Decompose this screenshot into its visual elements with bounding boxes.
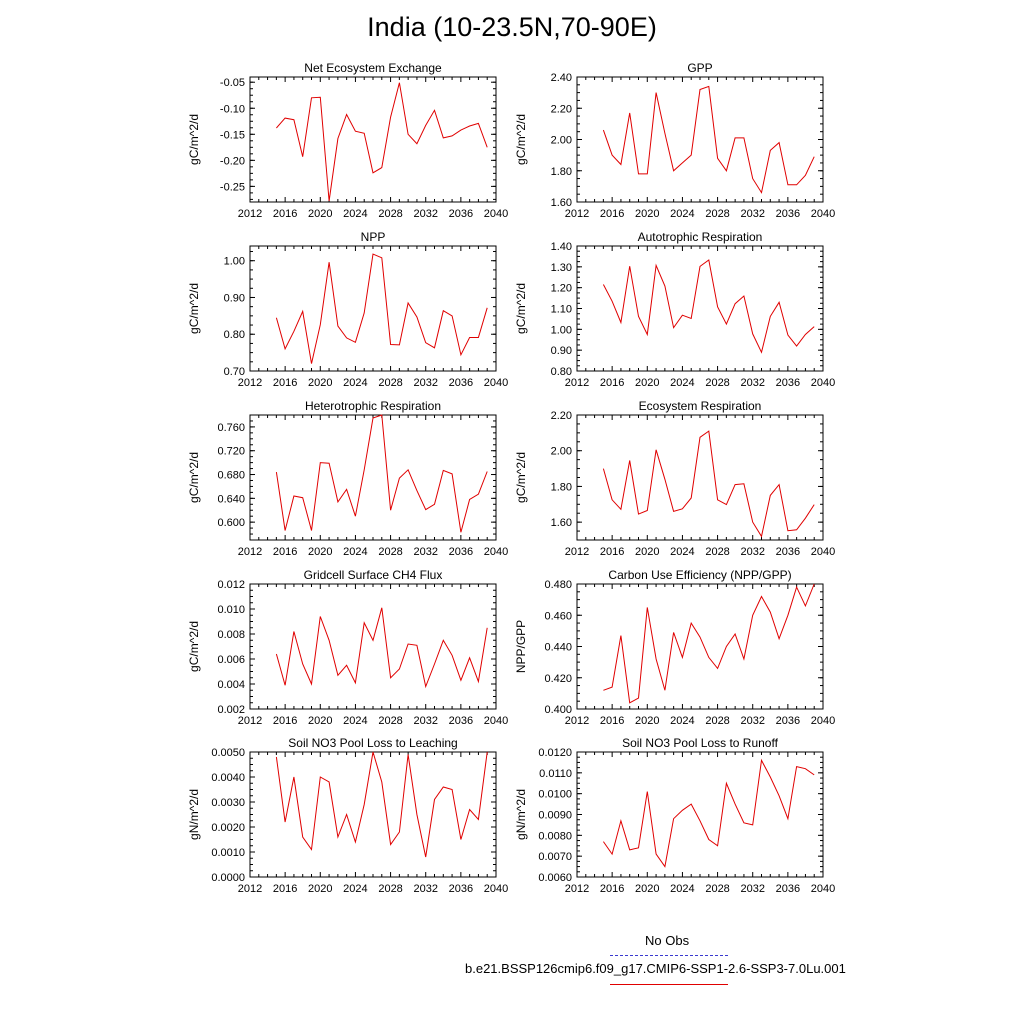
ylabel-npp: gC/m^2/d bbox=[187, 283, 201, 334]
xtick-label-autotrophic-respiration-2012: 2012 bbox=[564, 377, 590, 389]
xtick-label-heterotrophic-respiration-2024: 2024 bbox=[343, 546, 368, 558]
xtick-label-soil-no3-pool-loss-to-runoff-2020: 2020 bbox=[635, 883, 660, 895]
ytick-label-ecosystem-respiration-3: 2.20 bbox=[550, 410, 572, 422]
xtick-label-heterotrophic-respiration-2040: 2040 bbox=[483, 546, 509, 558]
xtick-label-soil-no3-pool-loss-to-leaching-2016: 2016 bbox=[272, 883, 298, 895]
ylabel-soil-no3-pool-loss-to-runoff: gN/m^2/d bbox=[514, 789, 528, 840]
ytick-label-soil-no3-pool-loss-to-runoff-0: 0.0060 bbox=[538, 872, 572, 884]
xtick-label-soil-no3-pool-loss-to-runoff-2032: 2032 bbox=[740, 883, 765, 895]
xtick-label-gridcell-surface-ch4-flux-2028: 2028 bbox=[378, 715, 403, 727]
ytick-label-ecosystem-respiration-1: 1.80 bbox=[550, 481, 572, 494]
panel-title-gridcell-surface-ch4-flux: Gridcell Surface CH4 Flux bbox=[303, 568, 443, 582]
xtick-label-autotrophic-respiration-2040: 2040 bbox=[810, 377, 836, 389]
xtick-label-npp-2036: 2036 bbox=[448, 377, 474, 389]
panel-title-soil-no3-pool-loss-to-leaching: Soil NO3 Pool Loss to Leaching bbox=[288, 736, 458, 750]
panel-frame-gridcell-surface-ch4-flux bbox=[250, 584, 496, 709]
ytick-label-net-ecosystem-exchange-3: -0.20 bbox=[219, 155, 245, 168]
series-line-ecosystem-respiration-0 bbox=[603, 431, 814, 536]
xtick-label-ecosystem-respiration-2032: 2032 bbox=[740, 546, 765, 558]
ytick-label-gridcell-surface-ch4-flux-3: 0.008 bbox=[217, 629, 245, 641]
ytick-label-gridcell-surface-ch4-flux-4: 0.010 bbox=[217, 604, 245, 616]
series-line-gridcell-surface-ch4-flux-0 bbox=[276, 608, 487, 687]
xtick-label-carbon-use-efficiency-npp-gpp-2028: 2028 bbox=[705, 715, 730, 727]
ylabel-autotrophic-respiration: gC/m^2/d bbox=[514, 283, 528, 334]
xtick-label-gpp-2020: 2020 bbox=[635, 208, 660, 220]
panel-title-npp: NPP bbox=[360, 230, 386, 244]
xtick-label-gridcell-surface-ch4-flux-2024: 2024 bbox=[343, 715, 368, 727]
ytick-label-gridcell-surface-ch4-flux-2: 0.006 bbox=[217, 654, 245, 666]
xtick-label-carbon-use-efficiency-npp-gpp-2024: 2024 bbox=[670, 715, 695, 727]
ytick-label-autotrophic-respiration-3: 1.10 bbox=[550, 303, 572, 316]
xtick-label-gridcell-surface-ch4-flux-2012: 2012 bbox=[237, 715, 263, 727]
xtick-label-soil-no3-pool-loss-to-runoff-2036: 2036 bbox=[775, 883, 801, 895]
xtick-label-soil-no3-pool-loss-to-leaching-2020: 2020 bbox=[308, 883, 333, 895]
ytick-label-net-ecosystem-exchange-1: -0.10 bbox=[219, 103, 245, 116]
ytick-label-npp-1: 0.80 bbox=[223, 329, 245, 342]
ytick-label-heterotrophic-respiration-0: 0.600 bbox=[217, 517, 245, 530]
xtick-label-carbon-use-efficiency-npp-gpp-2012: 2012 bbox=[564, 715, 590, 727]
xtick-label-gridcell-surface-ch4-flux-2040: 2040 bbox=[483, 715, 509, 727]
series-line-carbon-use-efficiency-npp-gpp-0 bbox=[603, 584, 814, 703]
ytick-label-carbon-use-efficiency-npp-gpp-1: 0.420 bbox=[544, 672, 572, 685]
ytick-label-heterotrophic-respiration-4: 0.760 bbox=[217, 421, 245, 434]
ytick-label-carbon-use-efficiency-npp-gpp-0: 0.400 bbox=[544, 704, 572, 716]
xtick-label-npp-2024: 2024 bbox=[343, 377, 368, 389]
ytick-label-autotrophic-respiration-2: 1.00 bbox=[550, 324, 572, 337]
ytick-label-gpp-1: 1.80 bbox=[550, 165, 572, 178]
series-line-soil-no3-pool-loss-to-leaching-0 bbox=[276, 752, 487, 857]
ylabel-gridcell-surface-ch4-flux: gC/m^2/d bbox=[187, 621, 201, 672]
xtick-label-carbon-use-efficiency-npp-gpp-2020: 2020 bbox=[635, 715, 660, 727]
panel-title-heterotrophic-respiration: Heterotrophic Respiration bbox=[304, 399, 442, 413]
ytick-label-net-ecosystem-exchange-0: -0.05 bbox=[219, 77, 245, 90]
xtick-label-ecosystem-respiration-2016: 2016 bbox=[599, 546, 625, 558]
ylabel-soil-no3-pool-loss-to-leaching: gN/m^2/d bbox=[187, 789, 201, 840]
ytick-label-gpp-0: 1.60 bbox=[550, 197, 572, 209]
ytick-label-soil-no3-pool-loss-to-leaching-5: 0.0050 bbox=[211, 747, 245, 759]
xtick-label-carbon-use-efficiency-npp-gpp-2032: 2032 bbox=[740, 715, 765, 727]
ytick-label-soil-no3-pool-loss-to-leaching-3: 0.0030 bbox=[211, 797, 245, 809]
xtick-label-autotrophic-respiration-2016: 2016 bbox=[599, 377, 625, 389]
ytick-label-npp-2: 0.90 bbox=[223, 292, 245, 305]
xtick-label-autotrophic-respiration-2028: 2028 bbox=[705, 377, 730, 389]
xtick-label-ecosystem-respiration-2036: 2036 bbox=[775, 546, 801, 558]
series-line-soil-no3-pool-loss-to-runoff-0 bbox=[603, 760, 814, 866]
xtick-label-carbon-use-efficiency-npp-gpp-2036: 2036 bbox=[775, 715, 801, 727]
legend-label-run: b.e21.BSSP126cmip6.f09_g17.CMIP6-SSP1-2.6-SSP3-7.0Lu.001 bbox=[465, 961, 846, 976]
xtick-label-npp-2032: 2032 bbox=[413, 377, 438, 389]
xtick-label-soil-no3-pool-loss-to-runoff-2016: 2016 bbox=[599, 883, 625, 895]
xtick-label-heterotrophic-respiration-2016: 2016 bbox=[272, 546, 298, 558]
ytick-label-soil-no3-pool-loss-to-runoff-4: 0.0100 bbox=[538, 788, 572, 801]
xtick-label-npp-2040: 2040 bbox=[483, 377, 509, 389]
xtick-label-net-ecosystem-exchange-2016: 2016 bbox=[272, 208, 298, 220]
series-line-autotrophic-respiration-0 bbox=[603, 260, 814, 352]
xtick-label-gridcell-surface-ch4-flux-2036: 2036 bbox=[448, 715, 474, 727]
xtick-label-autotrophic-respiration-2036: 2036 bbox=[775, 377, 801, 389]
xtick-label-carbon-use-efficiency-npp-gpp-2016: 2016 bbox=[599, 715, 625, 727]
xtick-label-soil-no3-pool-loss-to-leaching-2024: 2024 bbox=[343, 883, 368, 895]
series-line-npp-0 bbox=[276, 254, 487, 364]
series-line-heterotrophic-respiration-0 bbox=[276, 415, 487, 532]
panel-title-autotrophic-respiration: Autotrophic Respiration bbox=[637, 230, 763, 244]
xtick-label-gpp-2024: 2024 bbox=[670, 208, 695, 220]
figure-title: India (10-23.5N,70-90E) bbox=[367, 12, 657, 42]
panel-frame-net-ecosystem-exchange bbox=[250, 77, 496, 202]
xtick-label-gpp-2028: 2028 bbox=[705, 208, 730, 220]
ytick-label-soil-no3-pool-loss-to-leaching-2: 0.0020 bbox=[211, 822, 245, 834]
xtick-label-net-ecosystem-exchange-2028: 2028 bbox=[378, 208, 403, 220]
legend-label-no-obs: No Obs bbox=[645, 933, 690, 948]
xtick-label-soil-no3-pool-loss-to-leaching-2032: 2032 bbox=[413, 883, 438, 895]
ytick-label-soil-no3-pool-loss-to-runoff-3: 0.0090 bbox=[538, 809, 572, 822]
series-line-net-ecosystem-exchange-0 bbox=[276, 83, 487, 201]
xtick-label-ecosystem-respiration-2040: 2040 bbox=[810, 546, 836, 558]
ytick-label-autotrophic-respiration-5: 1.30 bbox=[550, 261, 572, 274]
xtick-label-gpp-2012: 2012 bbox=[564, 208, 590, 220]
xtick-label-heterotrophic-respiration-2032: 2032 bbox=[413, 546, 438, 558]
xtick-label-npp-2020: 2020 bbox=[308, 377, 333, 389]
panel-title-carbon-use-efficiency-npp-gpp: Carbon Use Efficiency (NPP/GPP) bbox=[608, 568, 792, 582]
xtick-label-soil-no3-pool-loss-to-runoff-2012: 2012 bbox=[564, 883, 590, 895]
xtick-label-net-ecosystem-exchange-2024: 2024 bbox=[343, 208, 368, 220]
ytick-label-soil-no3-pool-loss-to-runoff-6: 0.0120 bbox=[538, 747, 572, 759]
ylabel-gpp: gC/m^2/d bbox=[514, 114, 528, 165]
ytick-label-gpp-2: 2.00 bbox=[550, 134, 572, 147]
ytick-label-gridcell-surface-ch4-flux-0: 0.002 bbox=[217, 704, 245, 716]
ytick-label-gpp-4: 2.40 bbox=[550, 72, 572, 84]
ytick-label-soil-no3-pool-loss-to-runoff-2: 0.0080 bbox=[538, 830, 572, 843]
xtick-label-soil-no3-pool-loss-to-runoff-2040: 2040 bbox=[810, 883, 836, 895]
ytick-label-gridcell-surface-ch4-flux-1: 0.004 bbox=[217, 679, 245, 691]
series-line-gpp-0 bbox=[603, 86, 814, 192]
xtick-label-heterotrophic-respiration-2020: 2020 bbox=[308, 546, 333, 558]
panel-title-soil-no3-pool-loss-to-runoff: Soil NO3 Pool Loss to Runoff bbox=[622, 736, 778, 750]
xtick-label-heterotrophic-respiration-2012: 2012 bbox=[237, 546, 263, 558]
xtick-label-soil-no3-pool-loss-to-leaching-2028: 2028 bbox=[378, 883, 403, 895]
ytick-label-soil-no3-pool-loss-to-leaching-1: 0.0010 bbox=[211, 847, 245, 859]
xtick-label-net-ecosystem-exchange-2012: 2012 bbox=[237, 208, 263, 220]
ytick-label-autotrophic-respiration-1: 0.90 bbox=[550, 345, 572, 358]
xtick-label-gpp-2032: 2032 bbox=[740, 208, 765, 220]
ytick-label-heterotrophic-respiration-3: 0.720 bbox=[217, 445, 245, 458]
ytick-label-heterotrophic-respiration-1: 0.640 bbox=[217, 493, 245, 506]
ytick-label-soil-no3-pool-loss-to-leaching-0: 0.0000 bbox=[211, 872, 245, 884]
xtick-label-gridcell-surface-ch4-flux-2032: 2032 bbox=[413, 715, 438, 727]
ytick-label-autotrophic-respiration-4: 1.20 bbox=[550, 282, 572, 295]
ytick-label-carbon-use-efficiency-npp-gpp-4: 0.480 bbox=[544, 579, 572, 591]
xtick-label-net-ecosystem-exchange-2032: 2032 bbox=[413, 208, 438, 220]
xtick-label-npp-2012: 2012 bbox=[237, 377, 263, 389]
panel-frame-autotrophic-respiration bbox=[577, 246, 823, 371]
ytick-label-ecosystem-respiration-0: 1.60 bbox=[550, 517, 572, 530]
ytick-label-soil-no3-pool-loss-to-runoff-1: 0.0070 bbox=[538, 851, 572, 864]
ylabel-ecosystem-respiration: gC/m^2/d bbox=[514, 452, 528, 503]
xtick-label-carbon-use-efficiency-npp-gpp-2040: 2040 bbox=[810, 715, 836, 727]
panel-title-net-ecosystem-exchange: Net Ecosystem Exchange bbox=[304, 61, 442, 75]
panel-frame-npp bbox=[250, 246, 496, 371]
xtick-label-npp-2016: 2016 bbox=[272, 377, 298, 389]
xtick-label-gpp-2016: 2016 bbox=[599, 208, 625, 220]
ytick-label-carbon-use-efficiency-npp-gpp-2: 0.440 bbox=[544, 641, 572, 654]
ytick-label-carbon-use-efficiency-npp-gpp-3: 0.460 bbox=[544, 610, 572, 623]
xtick-label-gpp-2040: 2040 bbox=[810, 208, 836, 220]
xtick-label-ecosystem-respiration-2028: 2028 bbox=[705, 546, 730, 558]
xtick-label-soil-no3-pool-loss-to-leaching-2040: 2040 bbox=[483, 883, 509, 895]
xtick-label-ecosystem-respiration-2024: 2024 bbox=[670, 546, 695, 558]
xtick-label-net-ecosystem-exchange-2036: 2036 bbox=[448, 208, 474, 220]
ytick-label-ecosystem-respiration-2: 2.00 bbox=[550, 445, 572, 458]
ytick-label-heterotrophic-respiration-2: 0.680 bbox=[217, 469, 245, 482]
xtick-label-autotrophic-respiration-2020: 2020 bbox=[635, 377, 660, 389]
xtick-label-heterotrophic-respiration-2036: 2036 bbox=[448, 546, 474, 558]
ytick-label-gridcell-surface-ch4-flux-5: 0.012 bbox=[217, 579, 245, 591]
panel-frame-gpp bbox=[577, 77, 823, 202]
ytick-label-soil-no3-pool-loss-to-runoff-5: 0.0110 bbox=[539, 767, 572, 780]
xtick-label-npp-2028: 2028 bbox=[378, 377, 403, 389]
ytick-label-autotrophic-respiration-6: 1.40 bbox=[550, 241, 572, 253]
panel-title-gpp: GPP bbox=[687, 61, 713, 75]
ylabel-heterotrophic-respiration: gC/m^2/d bbox=[187, 452, 201, 503]
xtick-label-autotrophic-respiration-2024: 2024 bbox=[670, 377, 695, 389]
xtick-label-autotrophic-respiration-2032: 2032 bbox=[740, 377, 765, 389]
ytick-label-autotrophic-respiration-0: 0.80 bbox=[550, 366, 572, 378]
ytick-label-npp-3: 1.00 bbox=[223, 255, 245, 268]
xtick-label-net-ecosystem-exchange-2040: 2040 bbox=[483, 208, 509, 220]
ylabel-net-ecosystem-exchange: gC/m^2/d bbox=[187, 114, 201, 165]
xtick-label-gpp-2036: 2036 bbox=[775, 208, 801, 220]
ytick-label-soil-no3-pool-loss-to-leaching-4: 0.0040 bbox=[211, 772, 245, 784]
ytick-label-net-ecosystem-exchange-4: -0.25 bbox=[219, 181, 245, 194]
xtick-label-soil-no3-pool-loss-to-runoff-2028: 2028 bbox=[705, 883, 730, 895]
xtick-label-heterotrophic-respiration-2028: 2028 bbox=[378, 546, 403, 558]
panel-frame-carbon-use-efficiency-npp-gpp bbox=[577, 584, 823, 709]
xtick-label-ecosystem-respiration-2020: 2020 bbox=[635, 546, 660, 558]
ytick-label-npp-0: 0.70 bbox=[223, 366, 245, 378]
panel-title-ecosystem-respiration: Ecosystem Respiration bbox=[638, 399, 762, 413]
xtick-label-soil-no3-pool-loss-to-runoff-2024: 2024 bbox=[670, 883, 695, 895]
xtick-label-gridcell-surface-ch4-flux-2020: 2020 bbox=[308, 715, 333, 727]
xtick-label-soil-no3-pool-loss-to-leaching-2012: 2012 bbox=[237, 883, 263, 895]
ylabel-carbon-use-efficiency-npp-gpp: NPP/GPP bbox=[514, 619, 528, 674]
xtick-label-net-ecosystem-exchange-2020: 2020 bbox=[308, 208, 333, 220]
ytick-label-net-ecosystem-exchange-2: -0.15 bbox=[219, 129, 245, 142]
xtick-label-gridcell-surface-ch4-flux-2016: 2016 bbox=[272, 715, 298, 727]
xtick-label-soil-no3-pool-loss-to-leaching-2036: 2036 bbox=[448, 883, 474, 895]
ytick-label-gpp-3: 2.20 bbox=[550, 103, 572, 116]
xtick-label-ecosystem-respiration-2012: 2012 bbox=[564, 546, 590, 558]
